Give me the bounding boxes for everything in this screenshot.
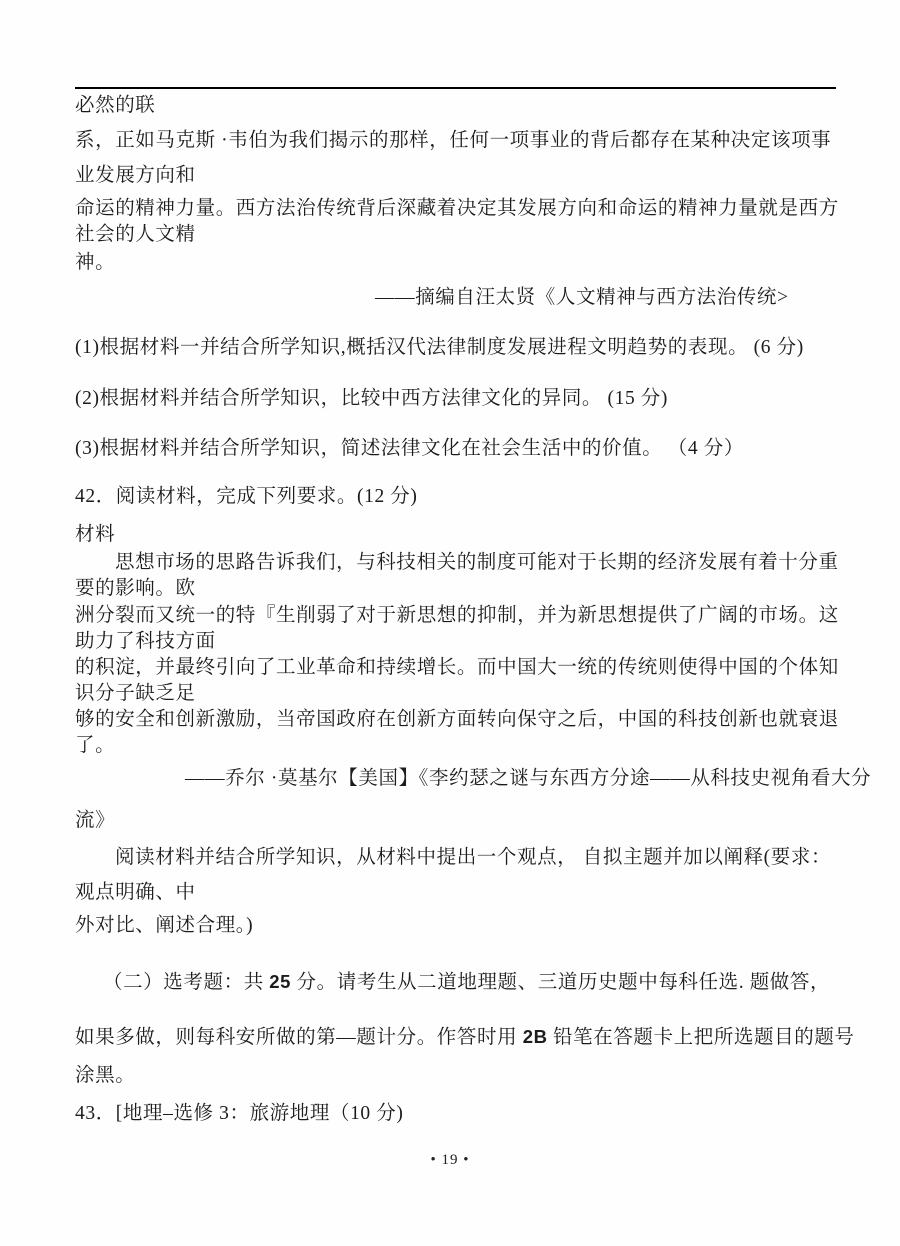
task-instruction: 外对比、阐述合理。) [75,915,254,936]
material-text: 了。 [75,735,116,756]
question-43-heading: 43．[地理–选修 3：旅游地理（10 分) [75,1103,404,1124]
citation-source-1: ——摘编自汪太贤《人文精神与西方法治传统> [375,287,789,308]
paragraph-text: 社会的人文精 [75,224,196,245]
paragraph-text: 神。 [75,252,116,273]
question-42-heading: 42．阅读材料，完成下列要求。(12 分) [75,486,418,507]
material-text: 的积淀，并最终引向了工业革命和持续增长。而中国大一统的传统则使得中国的个体知 [75,657,839,678]
paragraph-text: 命运的精神力量。西方法治传统背后深藏着决定其发展方向和命运的精神力量就是西方 [75,198,839,219]
question-41-3: (3)根据材料并结合所学知识，简述法律文化在社会生活中的价值。 （4 分） [75,438,744,459]
material-text: 助力了科技方面 [75,631,216,652]
notice-points-bold: 25 [269,971,292,992]
task-instruction: 阅读材料并结合所学知识，从材料中提出一个观点， 自拟主题并加以阐释(要求： [115,847,832,868]
notice-text: 分。请考生从二道地理题、三道历史题中每科任选. 题做答， [291,972,831,993]
notice-text: 如果多做，则每科安所做的第—题计分。作答时用 [75,1027,523,1048]
material-text: 够的安全和创新激励，当帝国政府在创新方面转向保守之后，中国的科技创新也就衰退 [75,709,839,730]
section-2-notice-line-1 [75,969,834,996]
page-number: • 19 • [430,1152,470,1168]
paragraph-continuation: 必然的联 [75,95,156,116]
task-instruction: 观点明确、中 [75,882,196,903]
material-label: 材料 [75,524,116,545]
paragraph-text: 系，正如马克斯 ·韦伯为我们揭示的那样，任何一项事业的背后都存在某种决定该项事 [75,130,832,151]
question-41-1: (1)根据材料一并结合所学知识,概括汉代法律制度发展进程文明趋势的表现。 (6 分) [75,337,804,358]
notice-pencil-bold: 2B [522,1026,548,1047]
notice-text: （二）选考题：共 [103,972,270,993]
citation-source-2-continuation: 流》 [75,810,116,831]
material-text: 要的影响。欧 [75,578,196,599]
document-body [75,0,872,1127]
section-2-notice-line-2 [75,1024,855,1051]
material-text: 思想市场的思路告诉我们，与科技相关的制度可能对于长期的经济发展有着十分重 [115,552,839,573]
header-rule [75,87,836,89]
citation-source-2: ——乔尔 ·莫基尔【美国】《李约瑟之谜与东西方分途——从科技史视角看大分 [185,768,872,789]
notice-text: 铅笔在答题卡上把所选题目的题号 [547,1027,855,1048]
paragraph-text: 业发展方向和 [75,165,196,186]
material-text: 洲分裂而又统一的特『生削弱了对于新思想的抑制，并为新思想提供了广阔的市场。这 [75,605,839,626]
question-41-2: (2)根据材料并结合所学知识，比较中西方法律文化的异同。 (15 分) [75,388,668,409]
section-2-notice-line-3: 涂黑。 [75,1065,136,1086]
material-text: 识分子缺乏足 [75,683,196,704]
